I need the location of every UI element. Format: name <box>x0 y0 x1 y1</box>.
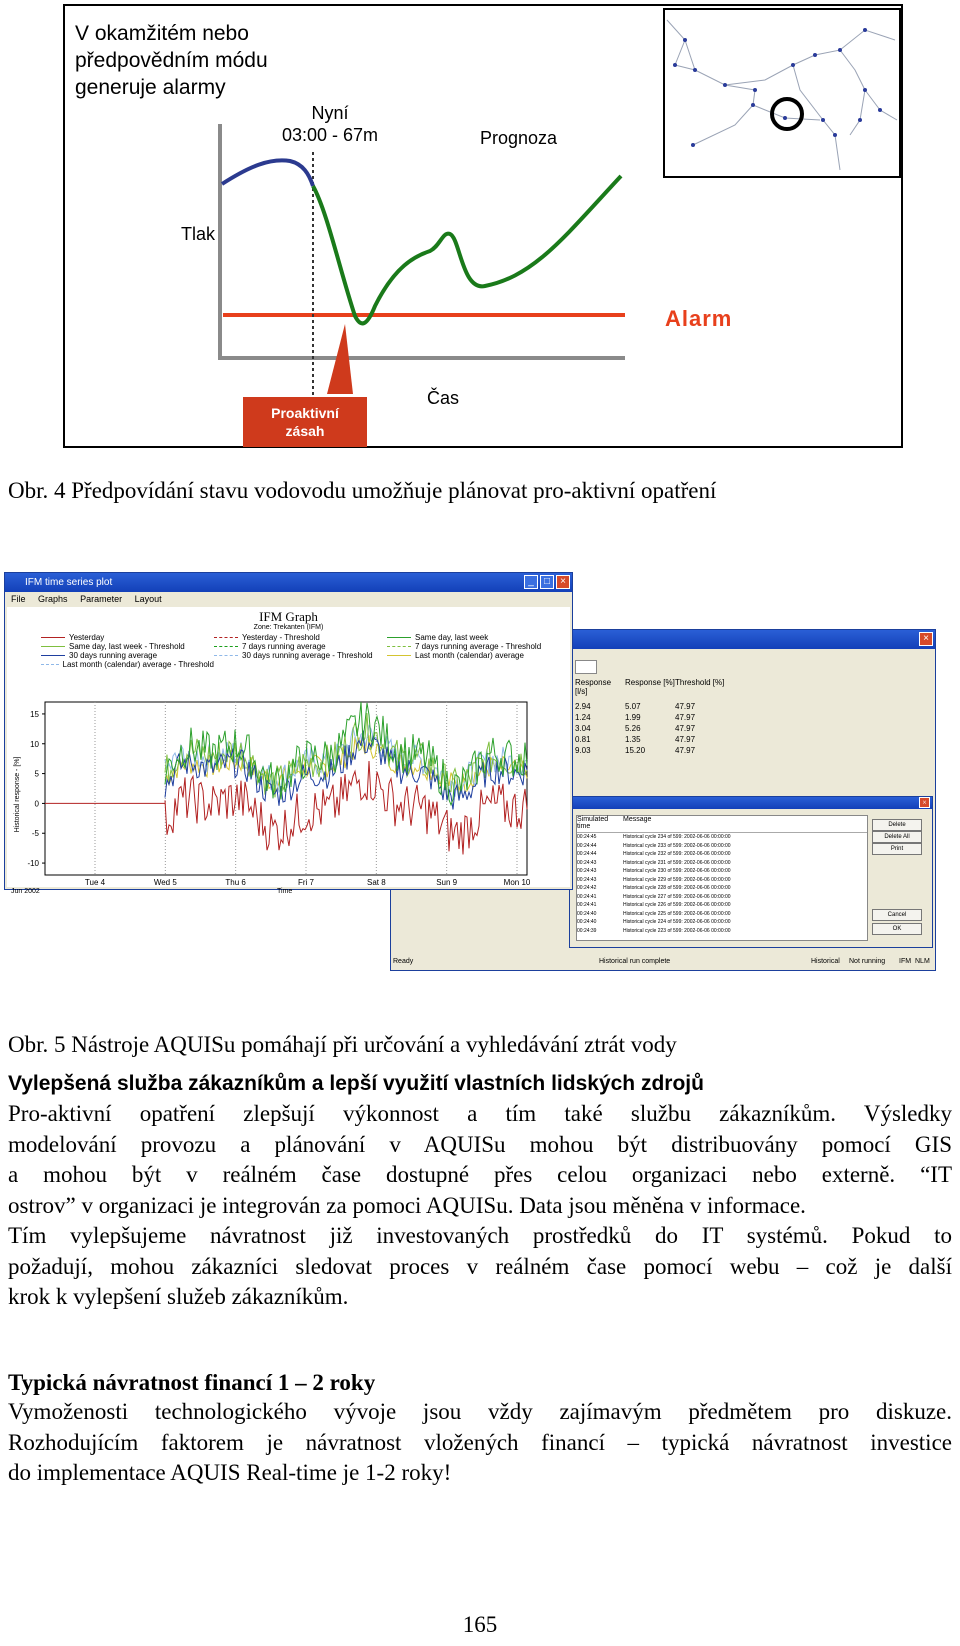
figure-5-caption: Obr. 5 Nástroje AQUISu pomáhají při určování a vyhledávání ztrát vody <box>8 1032 677 1057</box>
log-dialog-button[interactable]: Delete All <box>872 831 922 843</box>
log-row <box>577 859 867 868</box>
legend-label: Yesterday - Threshold <box>242 633 320 642</box>
x-tick-label: Sun 9 <box>436 878 458 887</box>
forecast-curve <box>313 176 621 323</box>
log-row <box>577 867 867 876</box>
legend-label: 30 days running average - Threshold <box>242 651 373 660</box>
maximize-icon[interactable]: □ <box>540 575 554 589</box>
intro-line: předpovědním módu <box>75 49 268 72</box>
page-number: 165 <box>462 1612 498 1637</box>
intro-line: generuje alarmy <box>75 76 226 99</box>
results-rows <box>575 702 729 757</box>
x-tick-label: Sat 8 <box>366 878 386 887</box>
log-message: Historical cycle 234 of 599: 2002-06-06 00:00:00 <box>623 834 731 840</box>
status-ready: Ready <box>393 958 414 965</box>
log-message: Historical cycle 225 of 599: 2002-06-06 00:00:00 <box>623 910 731 917</box>
status-ifm: IFM <box>899 958 912 965</box>
legend-label: Yesterday <box>69 633 105 642</box>
log-dialog-button[interactable]: Cancel <box>872 909 922 921</box>
now-label-text: Nyní <box>311 103 349 123</box>
paragraph-line: Rozhodujícím faktorem je návratnost vložených financí – typická návratnost investice <box>8 1429 952 1455</box>
results-cell: 9.03 <box>575 746 591 755</box>
figure-5-screenshots <box>0 572 960 982</box>
header-cell: Response [%] <box>625 678 675 687</box>
log-time: 00:24:40 <box>577 910 597 917</box>
results-cell: 47.97 <box>675 724 696 733</box>
log-row <box>577 910 867 919</box>
log-row <box>577 901 867 910</box>
y-tick-label: 10 <box>30 739 39 749</box>
results-cell: 1.35 <box>625 735 641 744</box>
status-message: Historical run complete <box>599 958 671 965</box>
paragraph-line: Pro-aktivní opatření zlepšují výkonnost a tím také službu zákazníkům. Výsledky <box>8 1101 952 1126</box>
log-row <box>577 927 867 936</box>
zone-select[interactable] <box>575 660 597 674</box>
leak-highlight-circle <box>772 99 802 129</box>
y-tick-label: -10 <box>27 859 39 869</box>
y-axis-label: Tlak <box>181 224 216 244</box>
menu-bar <box>5 592 572 607</box>
results-cell: 47.97 <box>675 713 696 722</box>
log-row <box>577 893 867 902</box>
section-paragraph-customer-service <box>8 1099 952 1313</box>
legend-label: Last month (calendar) average - Threshold <box>62 660 214 669</box>
x-tick-label: Tue 4 <box>84 878 106 887</box>
close-icon[interactable]: × <box>919 797 930 808</box>
log-message: Historical cycle 228 of 599: 2002-06-06 00:00:00 <box>623 885 731 891</box>
figure-4-caption: Obr. 4 Předpovídání stavu vodovodu umožňuje plánovat pro-aktivní opatření <box>8 478 717 503</box>
graph-title: IFM Graph <box>259 609 318 624</box>
forecast-label: Prognoza <box>480 128 558 148</box>
paragraph-line: modelování provozu a plánování v AQUISu mohou být distribuovány pomocí GIS <box>8 1131 952 1157</box>
log-time: 00:24:44 <box>577 851 597 857</box>
figure-4-forecast-diagram <box>63 4 903 448</box>
section-heading-customer-service: Vylepšená služba zákazníkům a lepší využití vlastních lidských zdrojů <box>8 1072 704 1095</box>
log-header-cell: Message <box>623 816 652 823</box>
log-header-cell: Simulated time <box>577 816 609 830</box>
results-cell: 2.94 <box>575 702 591 711</box>
results-cell: 1.99 <box>625 713 641 722</box>
log-row <box>577 842 867 851</box>
log-message: Historical cycle 230 of 599: 2002-06-06 00:00:00 <box>623 868 731 874</box>
paragraph-line: Tím vylepšujeme návratnost již investovaných prostředků do IT systémů. Pokud to <box>8 1223 952 1248</box>
results-table <box>575 678 729 757</box>
legend-label: 7 days running average - Threshold <box>415 642 542 651</box>
y-axis-title: Historical response - [%] <box>14 756 21 833</box>
header-cell: Threshold [%] <box>675 678 725 687</box>
y-tick-label: 0 <box>34 799 39 809</box>
log-time: 00:24:43 <box>577 876 597 883</box>
results-cell: 0.81 <box>575 735 591 744</box>
network-map-inset <box>663 8 901 178</box>
x-start-label: Jun 2002 <box>11 888 40 895</box>
alarm-label: Alarm <box>665 306 733 331</box>
log-time: 00:24:41 <box>577 902 597 908</box>
status-mode: Historical <box>811 958 840 965</box>
results-cell: 5.07 <box>625 702 641 711</box>
log-dialog <box>569 796 933 948</box>
x-tick-label: Thu 6 <box>225 878 246 887</box>
results-row <box>575 702 729 713</box>
paragraph-line: do implementace AQUIS Real-time je 1-2 roky! <box>8 1460 452 1485</box>
x-tick-label: Mon 10 <box>503 878 531 887</box>
proactive-action-box <box>243 397 367 447</box>
menu-layout[interactable]: Layout <box>134 594 162 604</box>
x-axis-title: Time <box>277 888 293 895</box>
legend-label: 7 days running average <box>242 642 326 651</box>
results-row <box>575 735 729 746</box>
log-message: Historical cycle 232 of 599: 2002-06-06 00:00:00 <box>623 851 731 857</box>
x-tick-label: Fri 7 <box>298 878 314 887</box>
legend-label: Last month (calendar) average <box>415 651 524 660</box>
log-message: Historical cycle 227 of 599: 2002-06-06 00:00:00 <box>623 893 731 900</box>
legend-label: Same day, last week <box>415 633 489 642</box>
results-row <box>575 724 729 735</box>
status-bar <box>393 958 933 968</box>
section-paragraph-roi <box>8 1397 952 1489</box>
time-series-chart <box>7 607 570 895</box>
history-curve <box>222 160 313 186</box>
paragraph-line: Vymoženosti technologického vývoje jsou vždy zajímavým předmětem pro diskuze. <box>8 1399 952 1424</box>
log-table <box>576 815 868 941</box>
results-cell: 1.24 <box>575 713 591 722</box>
y-tick-label: -5 <box>31 829 39 839</box>
menu-graphs[interactable]: Graphs <box>38 594 68 604</box>
results-cell: 47.97 <box>675 735 696 744</box>
log-message: Historical cycle 224 of 599: 2002-06-06 00:00:00 <box>623 919 731 925</box>
log-time: 00:24:39 <box>577 927 597 934</box>
legend-label: 30 days running average <box>69 651 158 660</box>
window-title: IFM time series plot <box>25 577 113 588</box>
y-tick-label: 15 <box>30 709 39 719</box>
paragraph-line: krok k vylepšení služeb zákazníkům. <box>8 1284 349 1309</box>
log-dialog-button[interactable]: Print <box>872 843 922 855</box>
minimize-icon[interactable]: _ <box>524 575 538 589</box>
paragraph-line: ostrov” v organizaci je integrován za pomoci AQUISu. Data jsou měněna v informace. <box>8 1192 806 1218</box>
close-icon[interactable]: × <box>556 575 570 589</box>
close-icon[interactable]: × <box>919 632 933 646</box>
results-row <box>575 713 729 724</box>
log-message: Historical cycle 223 of 599: 2002-06-06 00:00:00 <box>623 927 731 934</box>
log-row <box>577 876 867 885</box>
header-cell: Response [l/s] <box>575 678 612 696</box>
log-time: 00:24:41 <box>577 893 597 900</box>
graph-zone: Zone: Trekanten (IFM) <box>253 624 324 631</box>
results-cell: 47.97 <box>675 746 696 755</box>
x-tick-label: Wed 5 <box>153 878 177 887</box>
paragraph-line: požadují, mohou zákazníci sledovat proces v reálném čase pomocí webu – což je další <box>8 1253 952 1279</box>
log-row <box>577 884 867 893</box>
now-label <box>255 102 405 146</box>
menu-parameter[interactable]: Parameter <box>80 594 123 604</box>
status-running: Not running <box>849 958 886 965</box>
front-window-titlebar[interactable] <box>5 573 572 592</box>
log-rows <box>577 833 867 935</box>
log-message: Historical cycle 226 of 599: 2002-06-06 00:00:00 <box>623 902 731 908</box>
log-dialog-button[interactable]: Delete <box>872 819 922 831</box>
log-time: 00:24:43 <box>577 868 597 874</box>
x-axis-label: Čas <box>427 388 460 408</box>
log-time: 00:24:40 <box>577 919 597 925</box>
legend-label: Same day, last week - Threshold <box>69 642 185 651</box>
results-cell: 5.26 <box>625 724 641 733</box>
now-time-text: 03:00 - 67m <box>281 125 379 145</box>
results-cell: 15.20 <box>625 746 646 755</box>
log-buttons <box>872 819 926 939</box>
action-line: Proaktivní <box>271 405 339 421</box>
log-row <box>577 850 867 859</box>
section-heading-roi: Typická návratnost financí 1 – 2 roky <box>8 1370 376 1395</box>
results-row <box>575 746 729 757</box>
log-header <box>577 816 867 833</box>
log-row <box>577 833 867 842</box>
log-time: 00:24:44 <box>577 842 597 849</box>
menu-file[interactable]: File <box>11 594 26 604</box>
log-row <box>577 918 867 927</box>
log-time: 00:24:45 <box>577 834 597 840</box>
log-dialog-button[interactable]: OK <box>872 923 922 935</box>
log-message: Historical cycle 231 of 599: 2002-06-06 00:00:00 <box>623 859 731 866</box>
log-message: Historical cycle 233 of 599: 2002-06-06 00:00:00 <box>623 842 731 849</box>
y-tick-label: 5 <box>34 769 39 779</box>
log-time: 00:24:42 <box>577 885 597 891</box>
graph-area <box>7 607 570 895</box>
results-cell: 47.97 <box>675 702 696 711</box>
action-line: zásah <box>285 423 325 439</box>
log-dialog-titlebar <box>570 797 932 809</box>
ifm-time-series-window[interactable] <box>4 572 573 895</box>
status-nlm: NLM <box>915 958 930 965</box>
intro-line: V okamžitém nebo <box>75 22 249 45</box>
results-cell: 3.04 <box>575 724 591 733</box>
log-time: 00:24:43 <box>577 859 597 866</box>
log-message: Historical cycle 229 of 599: 2002-06-06 00:00:00 <box>623 876 731 883</box>
paragraph-line: a mohou být v reálném čase dostupné přes celou organizaci nebo externě. “IT <box>8 1162 952 1187</box>
network-map-graphic <box>665 10 899 176</box>
results-header <box>575 678 729 702</box>
